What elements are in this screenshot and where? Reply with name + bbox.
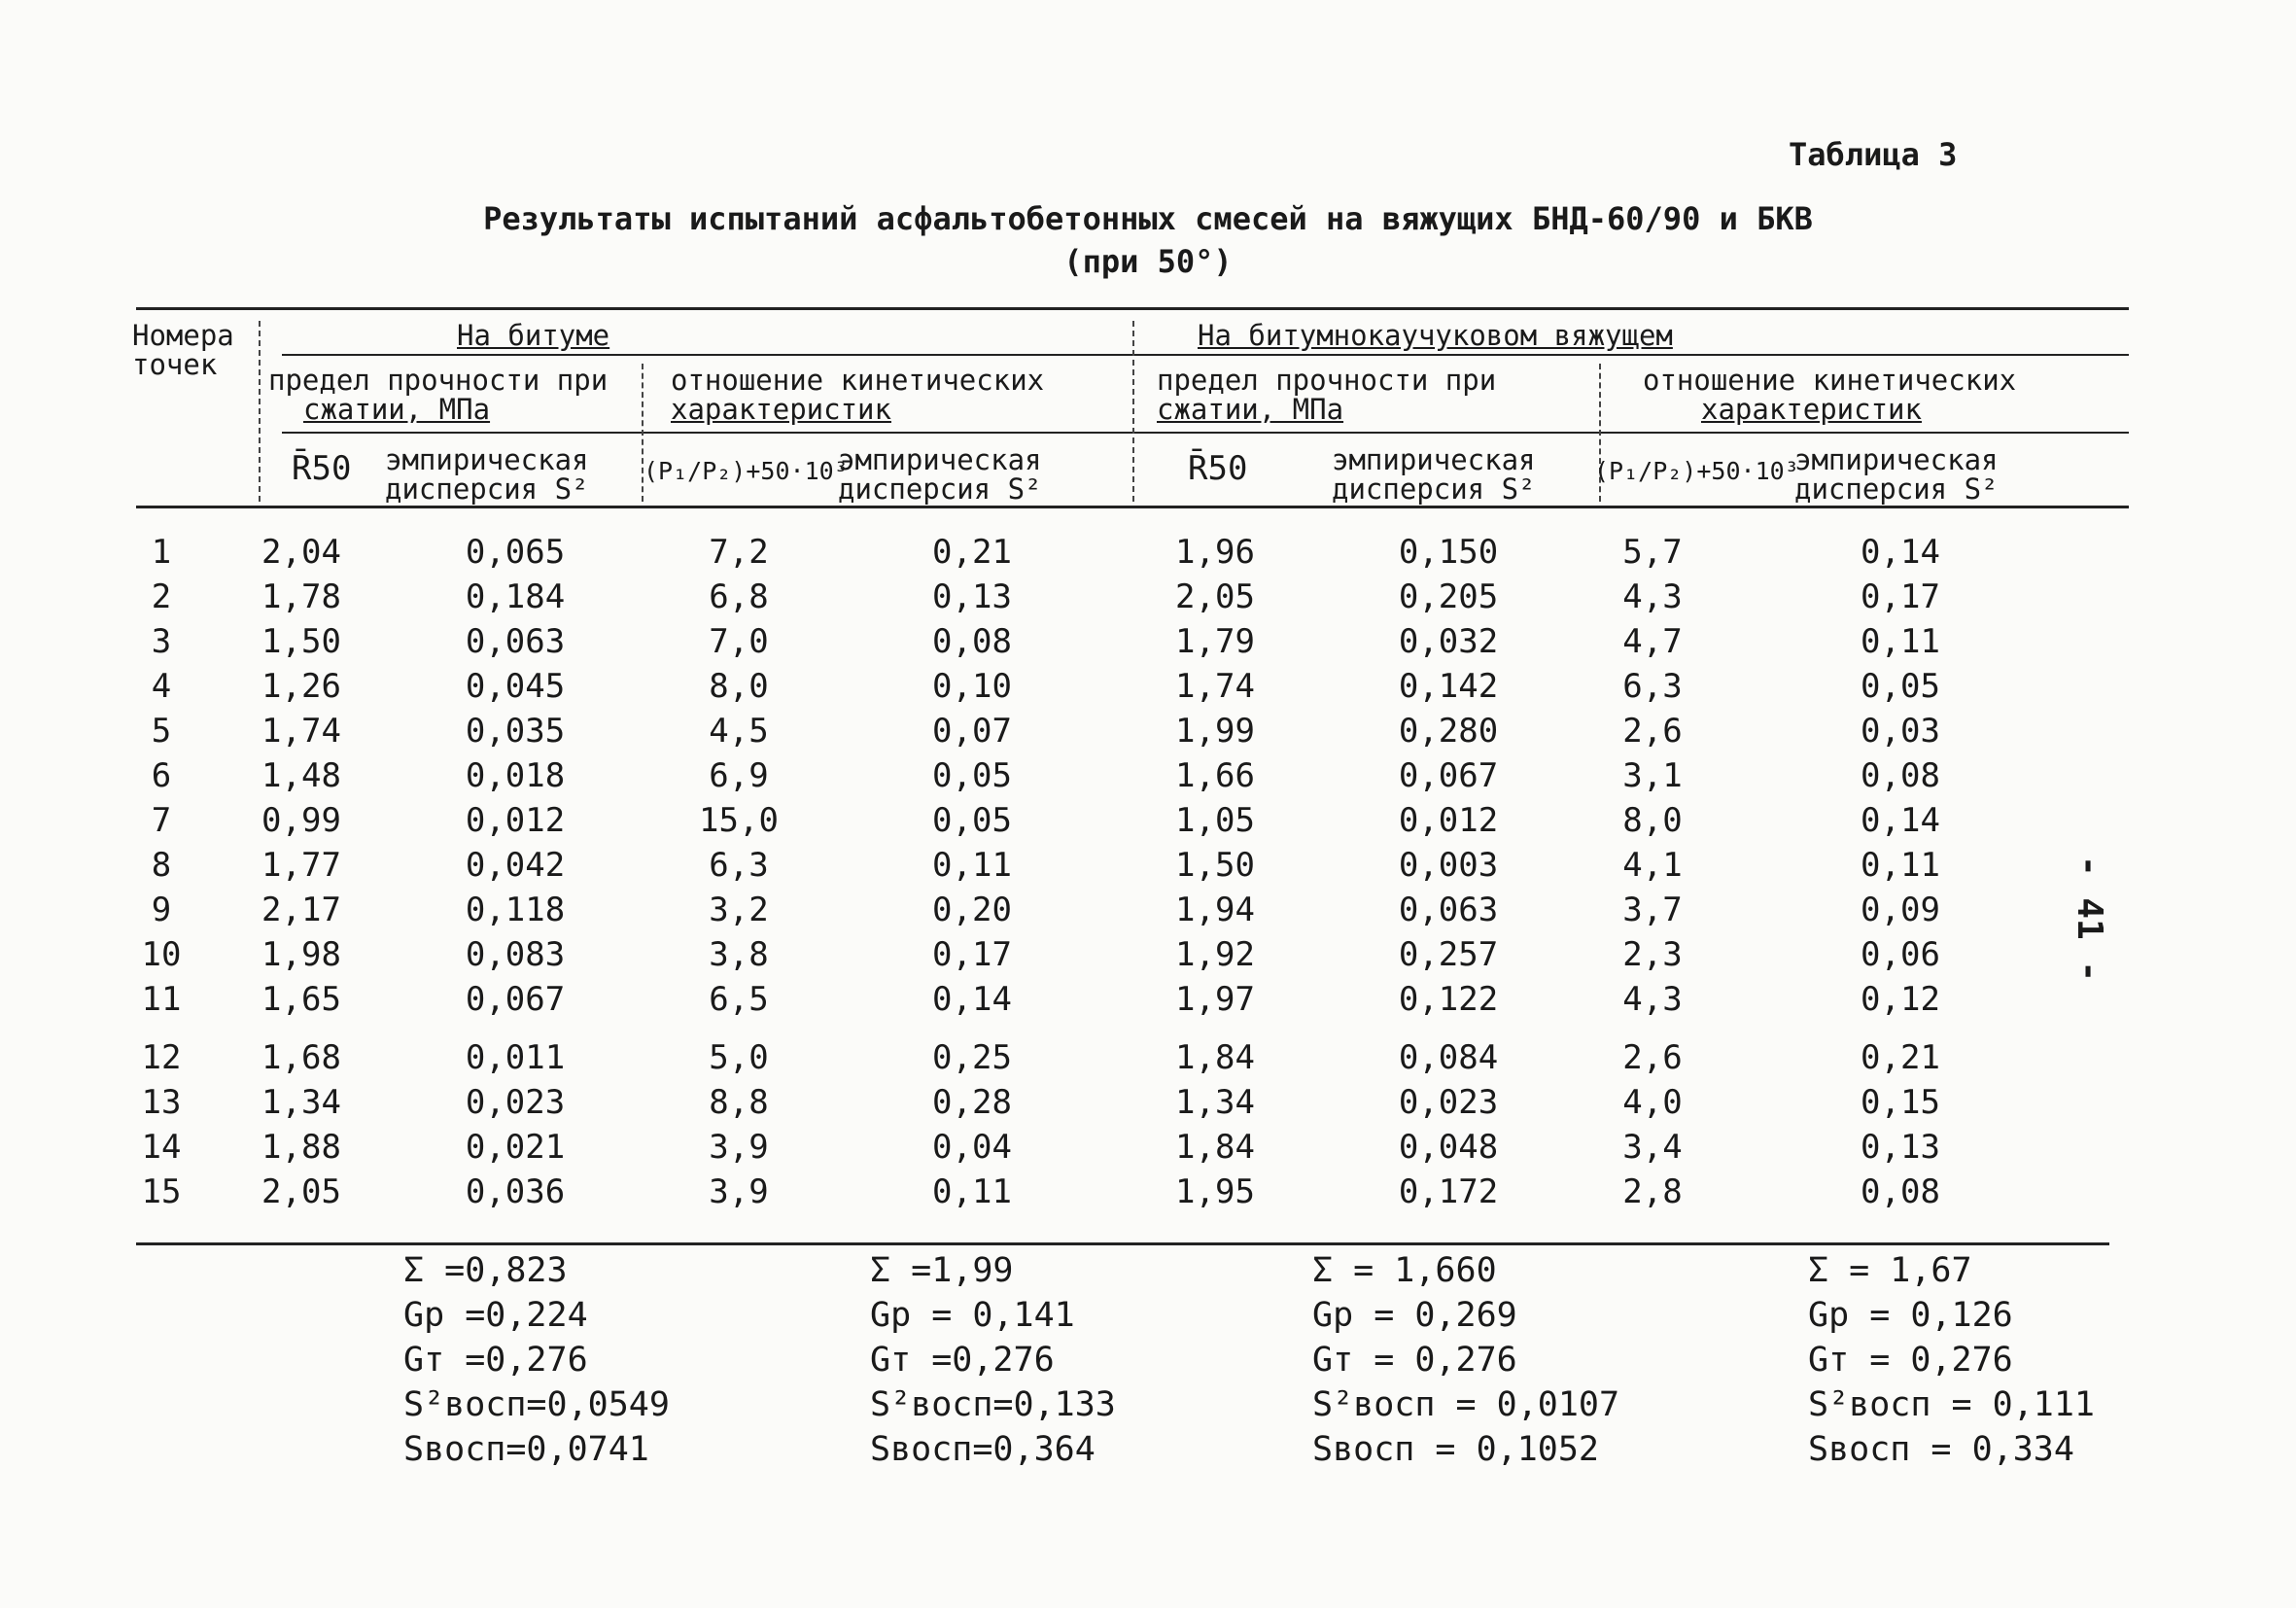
table-cell: 0,011 bbox=[465, 1038, 566, 1077]
table-cell: 0,14 bbox=[932, 980, 1012, 1019]
table-cell: 0,08 bbox=[1861, 1172, 1940, 1211]
table-cell: 0,021 bbox=[465, 1128, 566, 1167]
table-cell: 3,8 bbox=[709, 935, 769, 974]
table-cell: 1,05 bbox=[1175, 801, 1255, 840]
table-cell: 0,172 bbox=[1398, 1172, 1499, 1211]
table-cell: 0,018 bbox=[465, 756, 566, 795]
table-cell: 2,17 bbox=[261, 891, 341, 929]
table-cell: 5,0 bbox=[709, 1038, 769, 1077]
table-cell: 0,012 bbox=[1398, 801, 1499, 840]
rule-header-bottom bbox=[136, 506, 2129, 508]
table-cell: 0,11 bbox=[1861, 846, 1940, 885]
table-cell: 1,79 bbox=[1175, 622, 1255, 661]
header-emp-4: эмпирическая дисперсия S² bbox=[1794, 443, 1999, 506]
table-cell: 3,4 bbox=[1622, 1128, 1683, 1167]
header-group-bitumen: На битуме bbox=[457, 319, 610, 352]
table-cell: 0,067 bbox=[1398, 756, 1499, 795]
table-cell: 0,012 bbox=[465, 801, 566, 840]
table-cell: 3,1 bbox=[1622, 756, 1683, 795]
vsep-rownum bbox=[259, 321, 261, 502]
table-cell: 2,6 bbox=[1622, 712, 1683, 751]
header-kinetic-1: отношение кинетических характеристик bbox=[671, 364, 1045, 426]
table-cell: 0,035 bbox=[465, 712, 566, 751]
table-cell: 0,11 bbox=[932, 846, 1012, 885]
table-cell: 0,06 bbox=[1861, 935, 1940, 974]
summary-2: Σ =1,99 Gр = 0,141 Gт =0,276 S²восп=0,133 Sвосп=0,364 bbox=[870, 1251, 1116, 1469]
table-cell: 1,77 bbox=[261, 846, 341, 885]
table-cell: 0,042 bbox=[465, 846, 566, 885]
table-cell: 0,14 bbox=[1861, 533, 1940, 572]
row-number: 8 bbox=[151, 846, 172, 885]
table-cell: 1,68 bbox=[261, 1038, 341, 1077]
table-cell: 1,78 bbox=[261, 577, 341, 616]
table-subtitle: (при 50°) bbox=[1063, 243, 1233, 280]
table-cell: 2,04 bbox=[261, 533, 341, 572]
table-cell: 3,2 bbox=[709, 891, 769, 929]
row-number: 13 bbox=[141, 1083, 182, 1122]
row-number: 9 bbox=[151, 891, 172, 929]
table-cell: 6,5 bbox=[709, 980, 769, 1019]
table-cell: 0,150 bbox=[1398, 533, 1499, 572]
row-number: 11 bbox=[141, 980, 182, 1019]
header-strength-1: предел прочности при сжатии, МПа bbox=[268, 364, 609, 426]
table-cell: 1,94 bbox=[1175, 891, 1255, 929]
row-number: 4 bbox=[151, 667, 172, 706]
table-cell: 2,05 bbox=[261, 1172, 341, 1211]
table-cell: 4,5 bbox=[709, 712, 769, 751]
table-cell: 2,8 bbox=[1622, 1172, 1683, 1211]
table-cell: 0,063 bbox=[1398, 891, 1499, 929]
table-cell: 0,003 bbox=[1398, 846, 1499, 885]
table-cell: 1,99 bbox=[1175, 712, 1255, 751]
table-cell: 0,99 bbox=[261, 801, 341, 840]
rule-group bbox=[282, 354, 2129, 356]
table-cell: 4,3 bbox=[1622, 577, 1683, 616]
header-emp-1: эмпирическая дисперсия S² bbox=[385, 443, 589, 506]
table-cell: 0,05 bbox=[932, 801, 1012, 840]
table-cell: 0,08 bbox=[1861, 756, 1940, 795]
table-cell: 0,065 bbox=[465, 533, 566, 572]
header-group-rubber: На битумнокаучуковом вяжущем bbox=[1198, 319, 1673, 352]
table-cell: 2,6 bbox=[1622, 1038, 1683, 1077]
rule-subgroup bbox=[282, 432, 2129, 434]
table-cell: 0,05 bbox=[1861, 667, 1940, 706]
table-cell: 4,3 bbox=[1622, 980, 1683, 1019]
table-cell: 4,0 bbox=[1622, 1083, 1683, 1122]
rule-top bbox=[136, 307, 2129, 310]
table-cell: 1,50 bbox=[261, 622, 341, 661]
table-cell: 6,9 bbox=[709, 756, 769, 795]
table-title: Результаты испытаний асфальтобетонных смесей на вяжущих БНД-60/90 и БКВ bbox=[483, 200, 1813, 237]
table-cell: 6,3 bbox=[709, 846, 769, 885]
table-cell: 0,11 bbox=[932, 1172, 1012, 1211]
table-cell: 7,2 bbox=[709, 533, 769, 572]
summary-3: Σ = 1,660 Gр = 0,269 Gт = 0,276 S²восп = 0,0107 Sвосп = 0,1052 bbox=[1312, 1251, 1620, 1469]
table-cell: 0,21 bbox=[1861, 1038, 1940, 1077]
table-cell: 0,063 bbox=[465, 622, 566, 661]
table-cell: 1,26 bbox=[261, 667, 341, 706]
table-cell: 0,15 bbox=[1861, 1083, 1940, 1122]
table-cell: 0,17 bbox=[1861, 577, 1940, 616]
table-cell: 0,11 bbox=[1861, 622, 1940, 661]
table-cell: 4,7 bbox=[1622, 622, 1683, 661]
table-label: Таблица 3 bbox=[1789, 136, 1958, 173]
row-number: 7 bbox=[151, 801, 172, 840]
table-cell: 3,7 bbox=[1622, 891, 1683, 929]
table-cell: 0,084 bbox=[1398, 1038, 1499, 1077]
table-cell: 0,25 bbox=[932, 1038, 1012, 1077]
table-cell: 1,92 bbox=[1175, 935, 1255, 974]
table-cell: 0,20 bbox=[932, 891, 1012, 929]
table-cell: 0,21 bbox=[932, 533, 1012, 572]
table-cell: 0,03 bbox=[1861, 712, 1940, 751]
table-cell: 0,032 bbox=[1398, 622, 1499, 661]
header-ratio-1: (P₁/P₂)+50·10³ bbox=[644, 457, 849, 485]
summary-4: Σ = 1,67 Gр = 0,126 Gт = 0,276 S²восп = 0,111 Sвосп = 0,334 bbox=[1808, 1251, 2096, 1469]
summary-1: Σ =0,823 Gр =0,224 Gт =0,276 S²восп=0,0549 Sвосп=0,0741 bbox=[403, 1251, 670, 1469]
table-cell: 1,84 bbox=[1175, 1128, 1255, 1167]
table-cell: 0,083 bbox=[465, 935, 566, 974]
header-row-num: Номера точек bbox=[132, 319, 234, 381]
table-cell: 3,9 bbox=[709, 1128, 769, 1167]
table-cell: 6,3 bbox=[1622, 667, 1683, 706]
table-cell: 5,7 bbox=[1622, 533, 1683, 572]
header-r50-1: R̄50 bbox=[292, 449, 352, 488]
table-cell: 0,048 bbox=[1398, 1128, 1499, 1167]
table-cell: 0,023 bbox=[465, 1083, 566, 1122]
table-cell: 0,13 bbox=[932, 577, 1012, 616]
header-emp-3: эмпирическая дисперсия S² bbox=[1332, 443, 1536, 506]
header-r50-2: R̄50 bbox=[1188, 449, 1248, 488]
table-cell: 0,04 bbox=[932, 1128, 1012, 1167]
table-cell: 4,1 bbox=[1622, 846, 1683, 885]
header-ratio-2: (P₁/P₂)+50·10³ bbox=[1594, 457, 1799, 485]
table-cell: 0,28 bbox=[932, 1083, 1012, 1122]
row-number: 5 bbox=[151, 712, 172, 751]
table-cell: 0,036 bbox=[465, 1172, 566, 1211]
page-number: - 41 - bbox=[2070, 856, 2109, 983]
table-cell: 6,8 bbox=[709, 577, 769, 616]
table-cell: 0,023 bbox=[1398, 1083, 1499, 1122]
table-cell: 0,205 bbox=[1398, 577, 1499, 616]
header-strength-2: предел прочности при сжатии, МПа bbox=[1157, 364, 1497, 426]
table-cell: 0,122 bbox=[1398, 980, 1499, 1019]
table-cell: 0,10 bbox=[932, 667, 1012, 706]
table-cell: 1,95 bbox=[1175, 1172, 1255, 1211]
table-cell: 0,280 bbox=[1398, 712, 1499, 751]
row-number: 12 bbox=[141, 1038, 182, 1077]
table-cell: 2,05 bbox=[1175, 577, 1255, 616]
header-kinetic-2: отношение кинетических характеристик bbox=[1643, 364, 2017, 426]
table-cell: 1,74 bbox=[261, 712, 341, 751]
table-cell: 1,98 bbox=[261, 935, 341, 974]
row-number: 10 bbox=[141, 935, 182, 974]
table-cell: 15,0 bbox=[699, 801, 779, 840]
table-cell: 1,34 bbox=[1175, 1083, 1255, 1122]
row-number: 2 bbox=[151, 577, 172, 616]
table-cell: 1,34 bbox=[261, 1083, 341, 1122]
table-cell: 0,045 bbox=[465, 667, 566, 706]
table-cell: 1,48 bbox=[261, 756, 341, 795]
table-cell: 1,84 bbox=[1175, 1038, 1255, 1077]
vsep-2 bbox=[1132, 321, 1134, 502]
table-cell: 0,08 bbox=[932, 622, 1012, 661]
table-cell: 1,50 bbox=[1175, 846, 1255, 885]
table-cell: 0,12 bbox=[1861, 980, 1940, 1019]
table-cell: 3,9 bbox=[709, 1172, 769, 1211]
row-number: 1 bbox=[151, 533, 172, 572]
row-number: 15 bbox=[141, 1172, 182, 1211]
table-cell: 1,74 bbox=[1175, 667, 1255, 706]
table-cell: 1,88 bbox=[261, 1128, 341, 1167]
table-cell: 1,65 bbox=[261, 980, 341, 1019]
table-cell: 0,05 bbox=[932, 756, 1012, 795]
table-cell: 0,257 bbox=[1398, 935, 1499, 974]
table-cell: 0,067 bbox=[465, 980, 566, 1019]
rule-table-bottom bbox=[136, 1242, 2109, 1245]
table-cell: 8,8 bbox=[709, 1083, 769, 1122]
table-cell: 0,184 bbox=[465, 577, 566, 616]
row-number: 3 bbox=[151, 622, 172, 661]
table-cell: 8,0 bbox=[709, 667, 769, 706]
table-cell: 0,14 bbox=[1861, 801, 1940, 840]
table-cell: 0,118 bbox=[465, 891, 566, 929]
table-cell: 1,97 bbox=[1175, 980, 1255, 1019]
table-cell: 1,66 bbox=[1175, 756, 1255, 795]
header-emp-2: эмпирическая дисперсия S² bbox=[838, 443, 1042, 506]
row-number: 14 bbox=[141, 1128, 182, 1167]
table-cell: 8,0 bbox=[1622, 801, 1683, 840]
table-cell: 1,96 bbox=[1175, 533, 1255, 572]
table-cell: 2,3 bbox=[1622, 935, 1683, 974]
table-cell: 0,142 bbox=[1398, 667, 1499, 706]
table-cell: 0,17 bbox=[932, 935, 1012, 974]
table-cell: 0,13 bbox=[1861, 1128, 1940, 1167]
table-cell: 0,07 bbox=[932, 712, 1012, 751]
row-number: 6 bbox=[151, 756, 172, 795]
table-cell: 7,0 bbox=[709, 622, 769, 661]
table-cell: 0,09 bbox=[1861, 891, 1940, 929]
